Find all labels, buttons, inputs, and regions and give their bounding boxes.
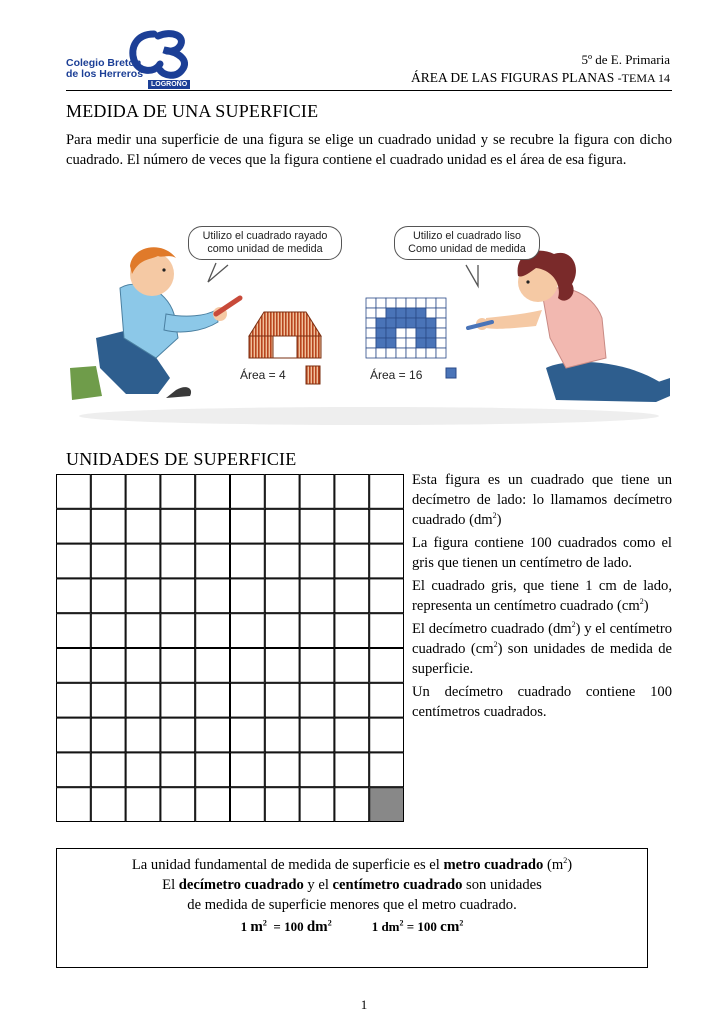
- formula1-dm: dm: [306, 919, 328, 935]
- grid-cell: [161, 614, 195, 648]
- grid-cell: [231, 509, 265, 543]
- grid-cell: [91, 683, 125, 717]
- blue-unit-square: [386, 318, 396, 328]
- grid-cell: [161, 753, 195, 787]
- section-title-measure: MEDIDA DE UNA SUPERFICIE: [66, 101, 319, 121]
- page-number: 1: [360, 997, 368, 1012]
- blue-house-grid: [366, 298, 456, 378]
- superscript-2: 2: [571, 620, 576, 630]
- blue-unit-square: [386, 328, 396, 338]
- grid-cell: [231, 614, 265, 648]
- empty-unit-square: [376, 348, 386, 358]
- header-divider: [66, 90, 672, 91]
- empty-unit-square: [376, 298, 386, 308]
- grid-cell: [126, 579, 160, 613]
- empty-unit-square: [396, 298, 406, 308]
- grid-cell: [57, 509, 91, 543]
- gray-square-cm: [370, 788, 404, 822]
- empty-unit-square: [406, 338, 416, 348]
- illustration: [66, 218, 672, 428]
- bubble-right-line2: Como unidad de medida: [408, 243, 526, 255]
- grid-cell: [126, 788, 160, 822]
- grid-cell: [300, 614, 334, 648]
- empty-unit-square: [426, 348, 436, 358]
- grid-cell: [335, 718, 369, 752]
- grid-cell: [196, 649, 230, 683]
- grid-cell: [196, 614, 230, 648]
- grid-cell: [265, 579, 299, 613]
- blue-unit-square: [406, 308, 416, 318]
- grid-cell: [265, 683, 299, 717]
- grid-cell: [196, 718, 230, 752]
- empty-unit-square: [366, 308, 376, 318]
- grid-cell: [161, 683, 195, 717]
- grid-cell: [196, 753, 230, 787]
- superscript-2: 2: [493, 640, 498, 650]
- units-paragraph-5: Un decímetro cuadrado contiene 100 centímetros cuadrados.: [412, 684, 672, 720]
- grid-cell: [231, 718, 265, 752]
- grid-cell: [335, 788, 369, 822]
- blue-unit-square: [376, 338, 386, 348]
- grid-cell: [91, 649, 125, 683]
- blue-unit-square: [376, 318, 386, 328]
- empty-unit-square: [366, 318, 376, 328]
- grid-cell: [126, 475, 160, 509]
- grid-cell: [370, 614, 404, 648]
- grid-cell: [91, 544, 125, 578]
- grid-cell: [161, 579, 195, 613]
- grid-cell: [300, 579, 334, 613]
- grid-cell: [335, 649, 369, 683]
- grid-cell: [370, 753, 404, 787]
- summary-term-centimetro: centímetro cuadrado: [332, 877, 463, 893]
- empty-unit-square: [366, 338, 376, 348]
- empty-unit-square: [366, 348, 376, 358]
- formula1-c: = 100: [273, 919, 307, 934]
- units-p1-text: Esta figura es un cuadrado que tiene un decímetro de lado: lo llamamos decímetro cuadrado (dm: [412, 472, 672, 528]
- logo-line2: de los Herreros: [66, 68, 144, 80]
- topic-text: ÁREA DE LAS FIGURAS PLANAS: [411, 70, 615, 85]
- empty-unit-square: [366, 328, 376, 338]
- grid-cell: [265, 475, 299, 509]
- units-paragraph-1: [412, 470, 672, 530]
- area-left-label: Área = 4: [240, 368, 286, 382]
- speech-bubble-left: [188, 226, 342, 260]
- grid-cell: [265, 753, 299, 787]
- empty-unit-square: [436, 328, 446, 338]
- summary-l1-a: La unidad fundamental de medida de superficie es el: [131, 857, 444, 873]
- formula1-m: m: [250, 919, 263, 935]
- blue-unit-square: [426, 338, 436, 348]
- grid-cell: [57, 718, 91, 752]
- summary-box: [56, 848, 648, 968]
- empty-unit-square: [376, 308, 386, 318]
- empty-unit-square: [396, 338, 406, 348]
- grid-cell: [57, 753, 91, 787]
- superscript-2: 2: [459, 918, 464, 928]
- grid-cell: [196, 475, 230, 509]
- blue-unit-square: [416, 308, 426, 318]
- formula1-a: 1: [240, 919, 251, 934]
- superscript-2: 2: [262, 918, 267, 928]
- grid-cell: [300, 544, 334, 578]
- formula2-b: = 100: [403, 919, 441, 934]
- grid-cell: [370, 579, 404, 613]
- grid-cell: [300, 649, 334, 683]
- summary-l1-c: (m: [543, 857, 564, 873]
- grid-cell: [57, 544, 91, 578]
- girl-figure: [468, 251, 670, 402]
- grid-cell: [57, 649, 91, 683]
- summary-l2-e: son unidades: [462, 877, 542, 893]
- topic-heading: [411, 70, 670, 86]
- summary-l2-a: El: [162, 877, 179, 893]
- school-logo: [66, 28, 196, 96]
- grid-cell: [265, 544, 299, 578]
- grid-cell: [196, 788, 230, 822]
- grid-cell: [300, 718, 334, 752]
- grid-cell: [196, 544, 230, 578]
- blue-unit-square: [426, 328, 436, 338]
- blue-unit-square: [416, 338, 426, 348]
- grid-cell: [161, 718, 195, 752]
- empty-unit-square: [396, 328, 406, 338]
- grid-cell: [196, 509, 230, 543]
- empty-unit-square: [386, 298, 396, 308]
- grid-cell: [91, 579, 125, 613]
- grid-cell: [57, 788, 91, 822]
- grid-cell: [91, 788, 125, 822]
- units-p4-c: ) son unidades de medida de superficie.: [412, 641, 672, 677]
- empty-unit-square: [406, 348, 416, 358]
- formula2-a: 1 dm: [371, 919, 400, 934]
- grid-cell: [370, 475, 404, 509]
- grid-cell: [300, 753, 334, 787]
- grid-cell: [161, 788, 195, 822]
- empty-unit-square: [396, 348, 406, 358]
- units-p3-end: ): [643, 598, 649, 614]
- summary-l2-c: y el: [303, 877, 333, 893]
- grid-cell: [335, 544, 369, 578]
- grid-cell: [91, 614, 125, 648]
- grid-cell: [91, 718, 125, 752]
- empty-unit-square: [426, 308, 436, 318]
- grid-cell: [57, 475, 91, 509]
- units-paragraph-4: [412, 619, 672, 679]
- logo-city: LOGROÑO: [148, 80, 190, 89]
- superscript-2: 2: [563, 856, 568, 866]
- grid-cell: [126, 683, 160, 717]
- summary-line-3: de medida de superficie menores que el metro cuadrado.: [187, 897, 517, 913]
- grid-cell: [126, 614, 160, 648]
- grid-cell: [126, 718, 160, 752]
- grid-cell: [91, 753, 125, 787]
- units-description: [412, 470, 672, 725]
- units-paragraph-2: La figura contiene 100 cuadrados como el gris que tienen un centímetro de lado.: [412, 535, 672, 571]
- grid-cell: [231, 683, 265, 717]
- grid-cell: [265, 614, 299, 648]
- grid-cell: [161, 509, 195, 543]
- grid-cell: [126, 649, 160, 683]
- grid-cell: [196, 579, 230, 613]
- grid-cell: [300, 475, 334, 509]
- grid-cell: [300, 788, 334, 822]
- grid-cell: [300, 509, 334, 543]
- bubble-left-line1: Utilizo el cuadrado rayado: [202, 230, 328, 242]
- grid-cell: [231, 753, 265, 787]
- empty-unit-square: [386, 348, 396, 358]
- grid-cell: [126, 544, 160, 578]
- grid-cell: [265, 718, 299, 752]
- grid-cell: [57, 579, 91, 613]
- section-title-units: UNIDADES DE SUPERFICIE: [66, 449, 297, 469]
- blue-unit-square: [396, 318, 406, 328]
- superscript-2: 2: [399, 918, 404, 928]
- grid-cell: [231, 649, 265, 683]
- empty-unit-square: [436, 348, 446, 358]
- grid-cell: [57, 614, 91, 648]
- units-paragraph-3: [412, 576, 672, 616]
- course-label: 5º de E. Primaria: [581, 52, 670, 67]
- grid-cell: [335, 614, 369, 648]
- grid-cell: [161, 649, 195, 683]
- grid-cell: [265, 649, 299, 683]
- empty-unit-square: [406, 328, 416, 338]
- empty-unit-square: [436, 318, 446, 328]
- units-p4-a: El decímetro cuadrado (dm: [412, 621, 572, 637]
- grid-cell: [300, 683, 334, 717]
- tema-label: -TEMA 14: [617, 71, 670, 85]
- empty-unit-square: [416, 348, 426, 358]
- grid-cell: [370, 718, 404, 752]
- grid-cell: [231, 788, 265, 822]
- grid-cell: [370, 509, 404, 543]
- blue-unit-square: [416, 318, 426, 328]
- superscript-2: 2: [492, 511, 497, 521]
- grid-cell: [161, 475, 195, 509]
- grid-cell: [231, 475, 265, 509]
- grid-cell: [335, 579, 369, 613]
- empty-unit-square: [366, 298, 376, 308]
- grid-cell: [335, 509, 369, 543]
- intro-paragraph: Para medir una superficie de una figura se elige un cuadrado unidad y se recubre la figura con dicho cuadrado. El número de veces que la figura contiene el cuadrado unidad es el área de esa figura.: [66, 132, 672, 168]
- conversion-formulas: [57, 919, 647, 936]
- grid-cell: [161, 544, 195, 578]
- grid-cell: [370, 649, 404, 683]
- grid-cell: [196, 683, 230, 717]
- formula2-cm: cm: [440, 919, 460, 935]
- bubble-left-line2: como unidad de medida: [207, 243, 323, 255]
- grid-cell: [335, 475, 369, 509]
- summary-line-1: [57, 855, 647, 875]
- area-right-label: Área = 16: [370, 368, 423, 382]
- logo-line1: Colegio Bretón: [66, 57, 142, 69]
- square-decimeter-grid: [56, 474, 404, 822]
- grid-cell: [126, 509, 160, 543]
- summary-l1-d: ): [567, 857, 573, 873]
- blue-unit-square: [406, 318, 416, 328]
- superscript-2: 2: [327, 918, 332, 928]
- grid-cell: [91, 475, 125, 509]
- blue-unit-square: [396, 308, 406, 318]
- speech-bubble-right: [394, 226, 540, 260]
- grid-cell: [370, 683, 404, 717]
- illustration-drawing: [66, 218, 672, 428]
- empty-unit-square: [436, 298, 446, 308]
- empty-unit-square: [416, 298, 426, 308]
- units-p4-b: ) y el centímetro cuadrado (cm: [412, 621, 672, 657]
- grid-cell: [91, 509, 125, 543]
- blue-unit-square: [416, 328, 426, 338]
- summary-term-metro: metro cuadrado: [443, 857, 544, 873]
- blue-unit-square: [376, 328, 386, 338]
- grid-cell: [335, 683, 369, 717]
- empty-unit-square: [426, 298, 436, 308]
- grid-cell: [265, 788, 299, 822]
- blue-unit-square: [386, 308, 396, 318]
- blue-unit-square: [386, 338, 396, 348]
- grid-cell: [335, 753, 369, 787]
- empty-unit-square: [436, 338, 446, 348]
- superscript-2: 2: [639, 597, 644, 607]
- grid-cell: [126, 753, 160, 787]
- empty-unit-square: [436, 308, 446, 318]
- units-p3-text: El cuadrado gris, que tiene 1 cm de lado, representa un centímetro cuadrado (cm: [412, 578, 672, 614]
- grid-cell: [57, 683, 91, 717]
- grid-cell: [231, 544, 265, 578]
- summary-line-2: [57, 875, 647, 895]
- grid-cell: [265, 509, 299, 543]
- grid-cell: [370, 544, 404, 578]
- units-p1-end: ): [496, 512, 502, 528]
- blue-unit-square: [426, 318, 436, 328]
- empty-unit-square: [406, 298, 416, 308]
- summary-term-decimetro: decímetro cuadrado: [178, 877, 304, 893]
- bubble-right-line1: Utilizo el cuadrado liso: [412, 230, 522, 242]
- grid-cell: [231, 579, 265, 613]
